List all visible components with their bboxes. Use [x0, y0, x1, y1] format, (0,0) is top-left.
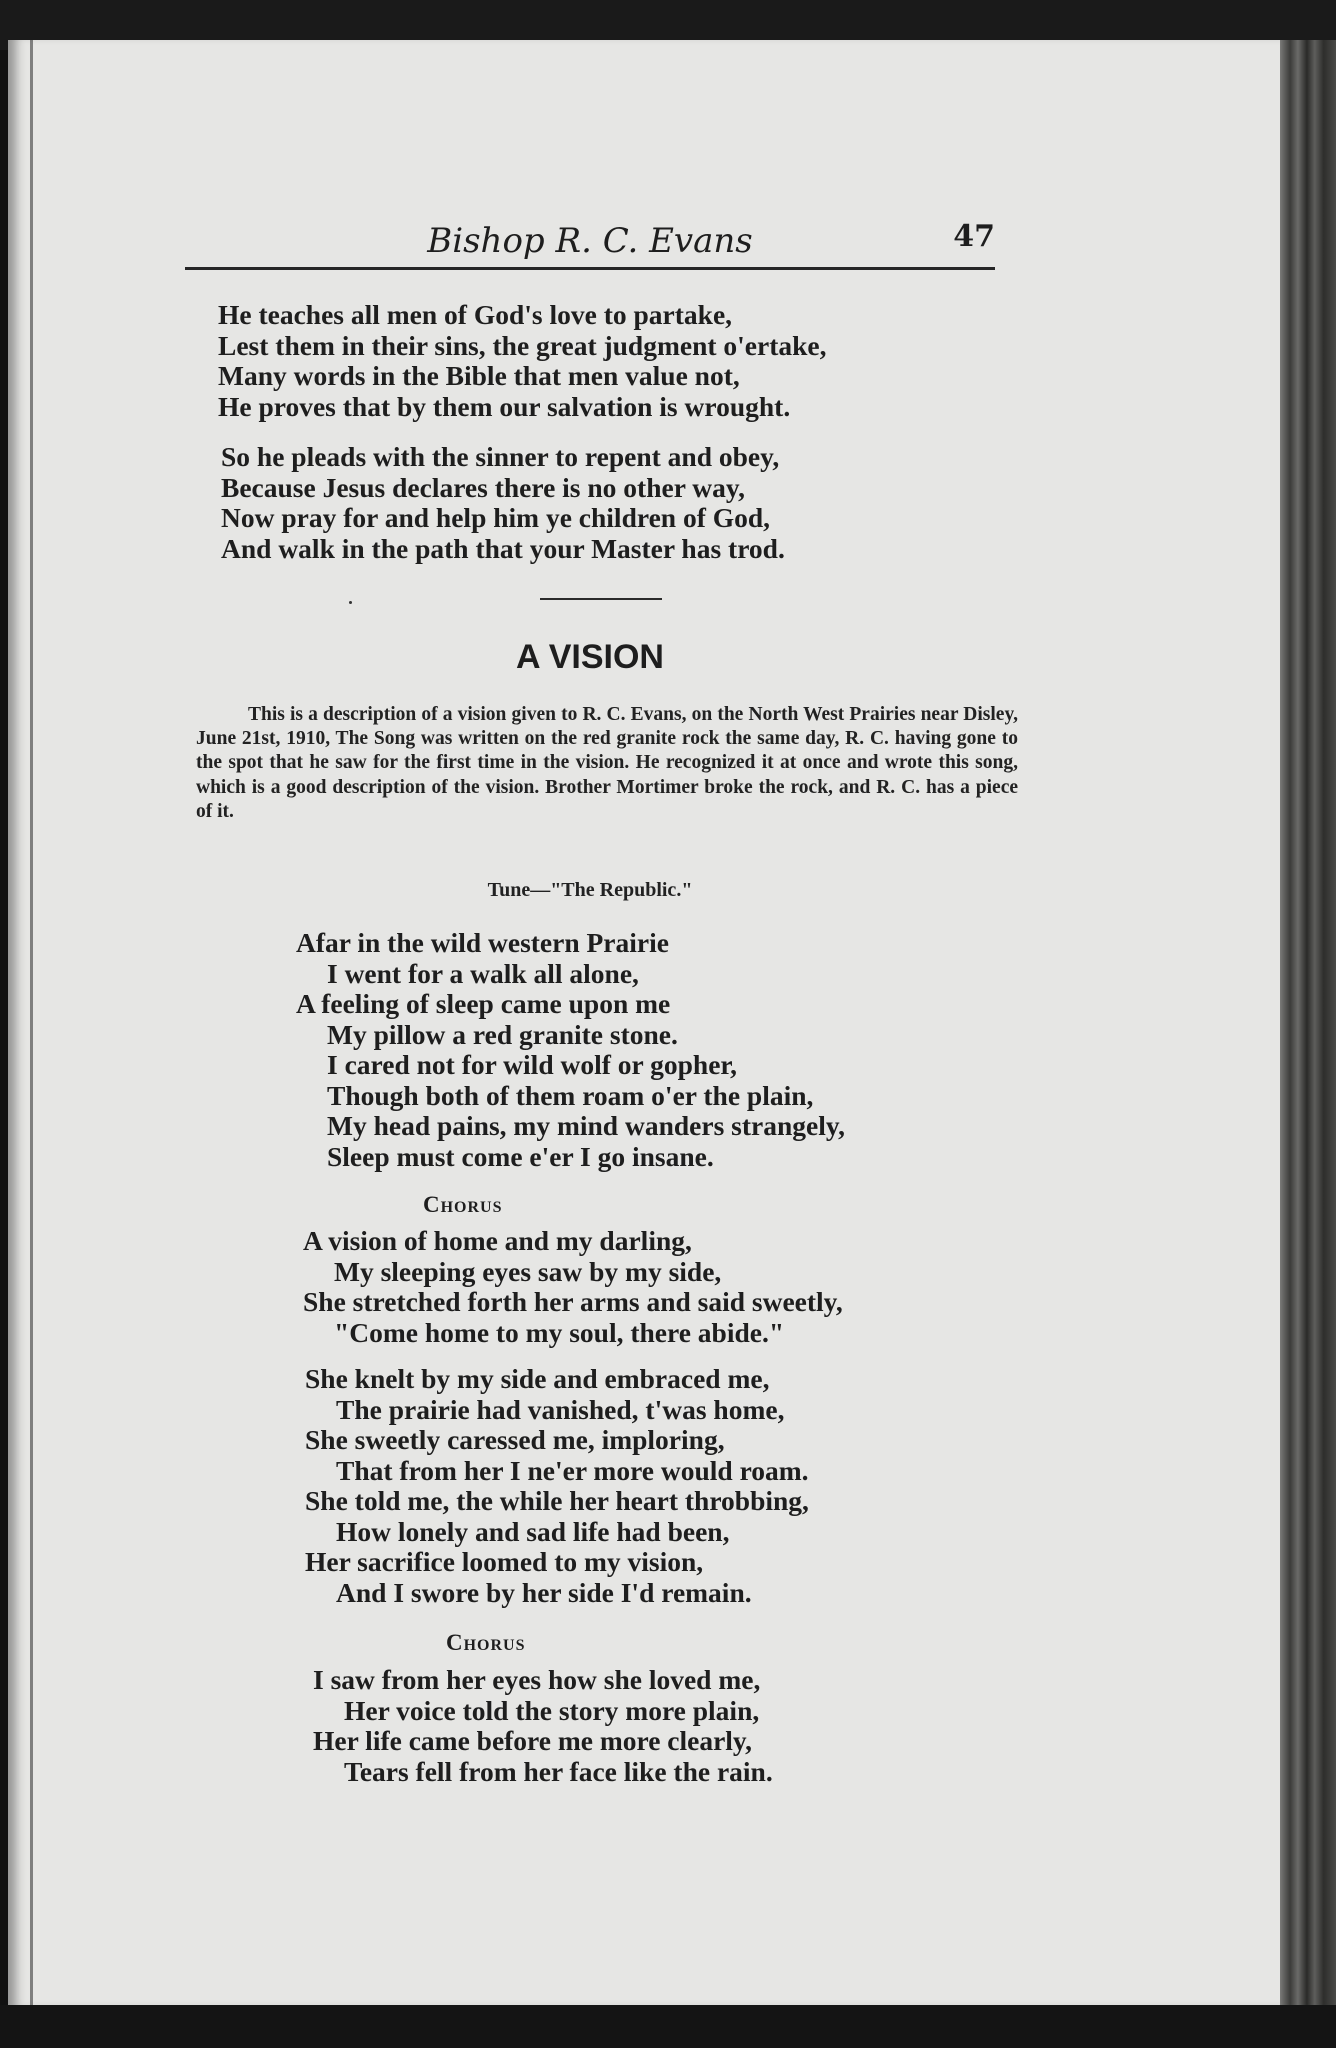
verse-line: Now pray for and help him ye children of God,	[221, 502, 771, 533]
verse-line: That from her I ne'er more would roam.	[336, 1454, 809, 1486]
verse-line: Her sacrifice loomed to my vision,	[305, 1546, 704, 1577]
chorus-label: Chorus	[446, 1630, 526, 1655]
verse-line: Her life came before me more clearly,	[313, 1725, 753, 1756]
page-number: 47	[953, 219, 995, 254]
verse-3	[313, 1665, 773, 1787]
book-page-edges	[1280, 40, 1336, 2005]
verse-line: He proves that by them our salvation is wrought.	[218, 390, 791, 422]
verse-line: A feeling of sleep came upon me	[296, 988, 671, 1019]
running-header	[185, 215, 995, 265]
verse-line: She told me, the while her heart throbbing,	[305, 1485, 809, 1516]
chorus	[303, 1226, 843, 1348]
verse-line: My pillow a red granite stone.	[327, 1018, 678, 1050]
running-header-title: Bishop R. C. Evans	[427, 221, 753, 261]
verse-line: And walk in the path that your Master has trod.	[221, 532, 785, 564]
verse-line: Tears fell from her face like the rain.	[344, 1755, 773, 1787]
section-title: A VISION	[516, 638, 664, 676]
verse-line: Because Jesus declares there is no other way,	[221, 471, 745, 503]
verse-line: The prairie had vanished, t'was home,	[336, 1393, 785, 1425]
tune-line: Tune—"The Republic."	[487, 879, 693, 901]
verse-line: She sweetly caressed me, imploring,	[305, 1424, 725, 1455]
verse-line: Many words in the Bible that men value not,	[218, 360, 740, 391]
stanza-1	[218, 300, 827, 422]
verse-line: He teaches all men of God's love to partake,	[218, 299, 733, 330]
section-divider	[540, 598, 662, 600]
scan-bottom-border	[0, 2005, 1336, 2048]
verse-line: Her voice told the story more plain,	[344, 1694, 760, 1726]
verse-line: And I swore by her side I'd remain.	[336, 1576, 752, 1608]
verse-line: She knelt by my side and embraced me,	[305, 1363, 770, 1394]
ink-speck	[349, 601, 352, 604]
verse-line: Lest them in their sins, the great judgment o'ertake,	[218, 329, 827, 361]
verse-line: I cared not for wild wolf or gopher,	[327, 1049, 737, 1080]
verse-line: Afar in the wild western Prairie	[296, 927, 669, 958]
chorus-label: Chorus	[423, 1192, 503, 1217]
verse-line: My sleeping eyes saw by my side,	[334, 1255, 722, 1287]
verse-line: How lonely and sad life had been,	[336, 1515, 730, 1547]
vision-description: This is a description of a vision given to R. C. Evans, on the North West Prairies near Disley, June 21st, 1910, The Song was written on the red granite rock the same day, R. C. having gone to the spot that he saw for the first time in the vision. He recognized it at once and wrote this song, which is a good description of the vision. Brother Mortimer broke the rock, and R. C. has a piece of it.	[196, 704, 1018, 822]
verse-2	[305, 1364, 809, 1608]
verse-line: A vision of home and my darling,	[303, 1225, 692, 1256]
verse-line: Though both of them roam o'er the plain,	[327, 1079, 814, 1111]
binding-shadow	[30, 40, 33, 2005]
verse-line: Sleep must come e'er I go insane.	[327, 1140, 714, 1172]
verse-line: She stretched forth her arms and said sweetly,	[303, 1286, 843, 1317]
verse-line: So he pleads with the sinner to repent and obey,	[221, 441, 780, 472]
verse-line: "Come home to my soul, there abide."	[334, 1316, 785, 1348]
header-rule	[185, 267, 995, 270]
verse-line: I went for a walk all alone,	[327, 957, 639, 989]
verse-1	[296, 928, 845, 1172]
stanza-2	[221, 442, 785, 564]
verse-line: My head pains, my mind wanders strangely,	[327, 1110, 845, 1141]
verse-line: I saw from her eyes how she loved me,	[313, 1664, 761, 1695]
